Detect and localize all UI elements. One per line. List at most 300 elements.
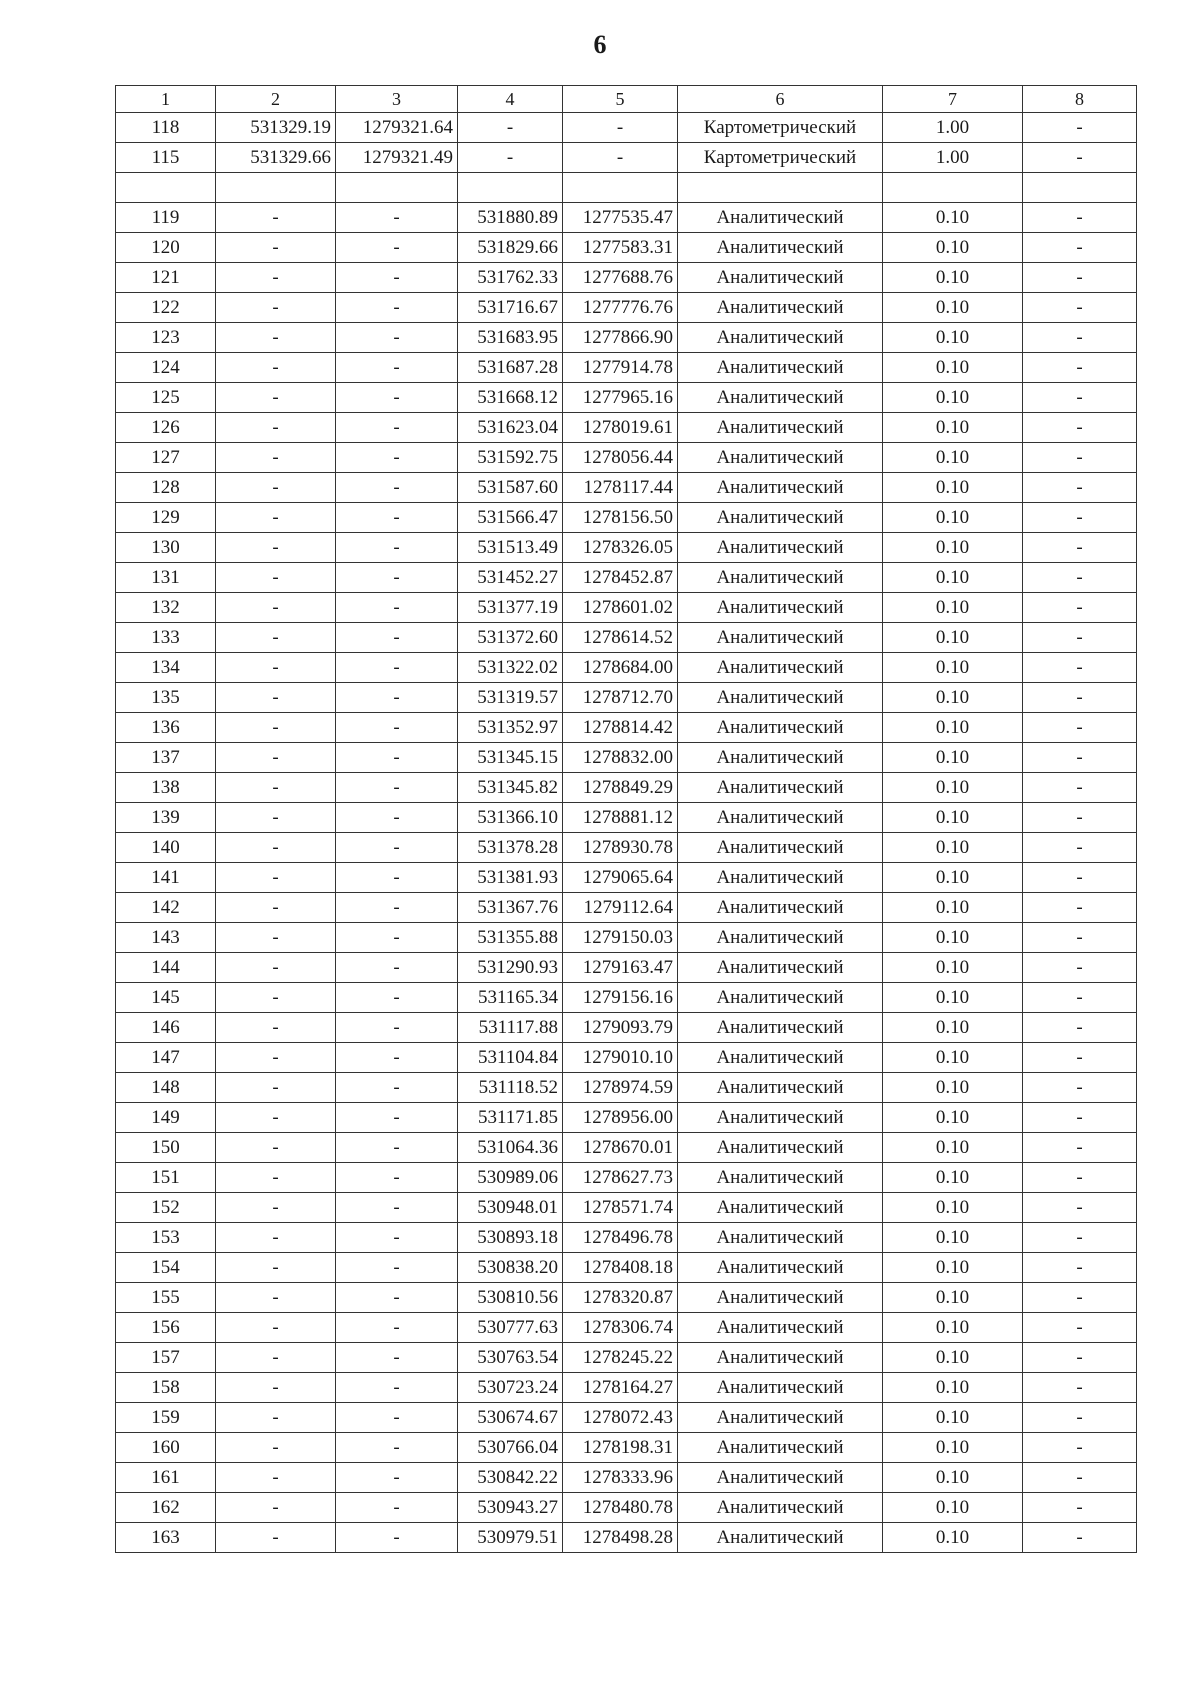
table-cell: 0.10 xyxy=(883,1133,1023,1163)
table-cell: 531381.93 xyxy=(458,863,563,893)
table-row xyxy=(116,833,1137,863)
table-cell: Аналитический xyxy=(678,1133,883,1163)
table-cell: 530943.27 xyxy=(458,1493,563,1523)
table-cell: Аналитический xyxy=(678,1043,883,1073)
table-cell: 138 xyxy=(116,773,216,803)
table-cell: - xyxy=(216,1433,336,1463)
table-cell: - xyxy=(336,1103,458,1133)
table-cell: 531165.34 xyxy=(458,983,563,1013)
table-cell: - xyxy=(336,1073,458,1103)
table-row xyxy=(116,1403,1137,1433)
table-row xyxy=(116,1073,1137,1103)
table-cell: - xyxy=(1023,1313,1137,1343)
table-cell: 147 xyxy=(116,1043,216,1073)
table-cell: 148 xyxy=(116,1073,216,1103)
table-cell xyxy=(116,173,216,203)
table-cell: - xyxy=(336,1493,458,1523)
table-cell: 156 xyxy=(116,1313,216,1343)
table-cell: 159 xyxy=(116,1403,216,1433)
table-cell: 1278452.87 xyxy=(563,563,678,593)
table-cell: 1278408.18 xyxy=(563,1253,678,1283)
column-header: 5 xyxy=(563,86,678,113)
table-cell: Аналитический xyxy=(678,983,883,1013)
table-cell: - xyxy=(336,413,458,443)
table-cell: 1278881.12 xyxy=(563,803,678,833)
table-cell: 531117.88 xyxy=(458,1013,563,1043)
table-cell: 126 xyxy=(116,413,216,443)
table-row xyxy=(116,743,1137,773)
table-cell: - xyxy=(336,1343,458,1373)
table-body xyxy=(116,86,1137,1553)
table-cell: - xyxy=(216,623,336,653)
table-cell: Аналитический xyxy=(678,593,883,623)
table-cell: Аналитический xyxy=(678,863,883,893)
table-cell: - xyxy=(1023,1013,1137,1043)
table-cell: 1278198.31 xyxy=(563,1433,678,1463)
table-cell: 1279065.64 xyxy=(563,863,678,893)
table-row xyxy=(116,1313,1137,1343)
table-cell: - xyxy=(1023,1343,1137,1373)
table-cell: Аналитический xyxy=(678,1283,883,1313)
table-row xyxy=(116,1193,1137,1223)
table-row xyxy=(116,143,1137,173)
table-cell: 149 xyxy=(116,1103,216,1133)
table-cell: - xyxy=(1023,1403,1137,1433)
table-cell: - xyxy=(216,1403,336,1433)
table-cell: 141 xyxy=(116,863,216,893)
table-cell: 531587.60 xyxy=(458,473,563,503)
table-row xyxy=(116,773,1137,803)
table-cell: - xyxy=(336,1403,458,1433)
table-cell: Аналитический xyxy=(678,773,883,803)
table-cell: 0.10 xyxy=(883,1493,1023,1523)
table-cell: 0.10 xyxy=(883,833,1023,863)
table-cell: 123 xyxy=(116,323,216,353)
table-cell: - xyxy=(1023,713,1137,743)
table-cell: - xyxy=(216,863,336,893)
table-cell: 0.10 xyxy=(883,413,1023,443)
table-row xyxy=(116,953,1137,983)
table-cell: - xyxy=(1023,1223,1137,1253)
header-row xyxy=(116,86,1137,113)
table-cell: 531566.47 xyxy=(458,503,563,533)
table-cell: - xyxy=(216,473,336,503)
table-cell: 125 xyxy=(116,383,216,413)
column-header: 2 xyxy=(216,86,336,113)
table-cell: Аналитический xyxy=(678,1193,883,1223)
table-cell: 0.10 xyxy=(883,653,1023,683)
table-cell: 531322.02 xyxy=(458,653,563,683)
table-cell: 1279321.64 xyxy=(336,113,458,143)
table-cell: Аналитический xyxy=(678,893,883,923)
table-cell: 136 xyxy=(116,713,216,743)
table-cell: - xyxy=(216,263,336,293)
table-cell: - xyxy=(1023,983,1137,1013)
table-cell: 1278326.05 xyxy=(563,533,678,563)
coordinates-table xyxy=(115,85,1137,1553)
table-cell: - xyxy=(216,1493,336,1523)
table-cell: - xyxy=(216,1103,336,1133)
table-cell: 0.10 xyxy=(883,593,1023,623)
table-row xyxy=(116,863,1137,893)
table-cell: Аналитический xyxy=(678,1313,883,1343)
table-cell: 1278930.78 xyxy=(563,833,678,863)
table-row xyxy=(116,383,1137,413)
table-cell: - xyxy=(1023,593,1137,623)
table-cell: Аналитический xyxy=(678,1223,883,1253)
table-cell: 163 xyxy=(116,1523,216,1553)
table-cell: 1277583.31 xyxy=(563,233,678,263)
table-row xyxy=(116,713,1137,743)
table-cell: 150 xyxy=(116,1133,216,1163)
table-cell: - xyxy=(1023,1103,1137,1133)
table-cell: - xyxy=(1023,1523,1137,1553)
table-cell: 0.10 xyxy=(883,1013,1023,1043)
table-cell: 530838.20 xyxy=(458,1253,563,1283)
table-cell: 122 xyxy=(116,293,216,323)
table-cell: - xyxy=(336,653,458,683)
table-cell: - xyxy=(336,1433,458,1463)
table-cell: 0.10 xyxy=(883,383,1023,413)
table-cell: 530723.24 xyxy=(458,1373,563,1403)
table-cell: 0.10 xyxy=(883,1313,1023,1343)
table-cell: 1277866.90 xyxy=(563,323,678,353)
table-cell: - xyxy=(1023,743,1137,773)
table-row xyxy=(116,533,1137,563)
table-cell: 0.10 xyxy=(883,623,1023,653)
table-cell: - xyxy=(336,1283,458,1313)
table-cell: - xyxy=(336,683,458,713)
table-cell: - xyxy=(336,1523,458,1553)
table-cell: Аналитический xyxy=(678,1373,883,1403)
table-cell: - xyxy=(216,1073,336,1103)
table-cell: 1277688.76 xyxy=(563,263,678,293)
table-cell: - xyxy=(336,323,458,353)
table-cell: 129 xyxy=(116,503,216,533)
column-header: 1 xyxy=(116,86,216,113)
table-cell: 1278320.87 xyxy=(563,1283,678,1313)
table-cell: Аналитический xyxy=(678,533,883,563)
table-cell: 531104.84 xyxy=(458,1043,563,1073)
table-cell: - xyxy=(216,1313,336,1343)
table-cell: 146 xyxy=(116,1013,216,1043)
table-cell: 0.10 xyxy=(883,1043,1023,1073)
table-cell: 0.10 xyxy=(883,1223,1023,1253)
table-cell: Аналитический xyxy=(678,473,883,503)
table-cell: - xyxy=(1023,1163,1137,1193)
table-cell: 1278496.78 xyxy=(563,1223,678,1253)
table-cell: Аналитический xyxy=(678,1013,883,1043)
table-cell: - xyxy=(1023,653,1137,683)
table-cell: 531171.85 xyxy=(458,1103,563,1133)
table-cell: 1278306.74 xyxy=(563,1313,678,1343)
table-cell: - xyxy=(1023,1253,1137,1283)
table-cell: Аналитический xyxy=(678,623,883,653)
table-cell: - xyxy=(216,833,336,863)
column-header: 6 xyxy=(678,86,883,113)
table-cell: - xyxy=(336,923,458,953)
table-row xyxy=(116,653,1137,683)
table-row xyxy=(116,1103,1137,1133)
table-cell: - xyxy=(1023,1493,1137,1523)
table-cell: 145 xyxy=(116,983,216,1013)
table-row xyxy=(116,203,1137,233)
table-cell: 137 xyxy=(116,743,216,773)
table-cell: Аналитический xyxy=(678,1163,883,1193)
table-cell: 151 xyxy=(116,1163,216,1193)
table-cell: - xyxy=(1023,353,1137,383)
table-cell: - xyxy=(1023,833,1137,863)
table-cell: 0.10 xyxy=(883,1343,1023,1373)
table-cell: 115 xyxy=(116,143,216,173)
table-cell: 154 xyxy=(116,1253,216,1283)
table-cell: - xyxy=(336,263,458,293)
table-cell: Аналитический xyxy=(678,1253,883,1283)
table-cell: - xyxy=(336,383,458,413)
table-cell: - xyxy=(336,833,458,863)
table-cell xyxy=(216,173,336,203)
table-cell: 0.10 xyxy=(883,713,1023,743)
table-cell: 0.10 xyxy=(883,1373,1023,1403)
table-cell: 1278956.00 xyxy=(563,1103,678,1133)
table-cell: 127 xyxy=(116,443,216,473)
table-cell: 0.10 xyxy=(883,563,1023,593)
table-cell: 160 xyxy=(116,1433,216,1463)
table-cell: - xyxy=(336,563,458,593)
table-cell: 530979.51 xyxy=(458,1523,563,1553)
table-cell: - xyxy=(336,743,458,773)
table-row xyxy=(116,473,1137,503)
table-cell: - xyxy=(216,593,336,623)
table-row xyxy=(116,593,1137,623)
table-cell: 135 xyxy=(116,683,216,713)
table-cell: 1278832.00 xyxy=(563,743,678,773)
table-cell: 1278019.61 xyxy=(563,413,678,443)
table-row xyxy=(116,923,1137,953)
table-cell: Аналитический xyxy=(678,1463,883,1493)
table-cell xyxy=(1023,173,1137,203)
table-cell: - xyxy=(1023,1193,1137,1223)
table-cell: 530893.18 xyxy=(458,1223,563,1253)
table-row xyxy=(116,323,1137,353)
table-cell: - xyxy=(336,533,458,563)
table-cell: 0.10 xyxy=(883,293,1023,323)
table-cell: - xyxy=(1023,413,1137,443)
table-row xyxy=(116,443,1137,473)
table-cell: - xyxy=(1023,1043,1137,1073)
table-cell: - xyxy=(1023,863,1137,893)
table-cell: - xyxy=(1023,563,1137,593)
table-cell: 0.10 xyxy=(883,233,1023,263)
table-cell: 0.10 xyxy=(883,323,1023,353)
table-cell: 531355.88 xyxy=(458,923,563,953)
table-cell: 1277535.47 xyxy=(563,203,678,233)
table-cell: 124 xyxy=(116,353,216,383)
table-cell: 1279112.64 xyxy=(563,893,678,923)
table-cell: 1278333.96 xyxy=(563,1463,678,1493)
table-row xyxy=(116,623,1137,653)
table-cell: 531592.75 xyxy=(458,443,563,473)
table-cell: - xyxy=(216,563,336,593)
table-cell: - xyxy=(1023,1373,1137,1403)
table-cell: 531064.36 xyxy=(458,1133,563,1163)
table-cell: 531345.15 xyxy=(458,743,563,773)
table-cell: 0.10 xyxy=(883,893,1023,923)
table-cell: 530763.54 xyxy=(458,1343,563,1373)
table-cell: Аналитический xyxy=(678,653,883,683)
table-cell: 139 xyxy=(116,803,216,833)
table-cell: - xyxy=(336,773,458,803)
table-cell: - xyxy=(563,113,678,143)
table-cell: - xyxy=(216,1373,336,1403)
table-cell: - xyxy=(336,1313,458,1343)
table-cell: 0.10 xyxy=(883,353,1023,383)
table-cell: - xyxy=(336,353,458,383)
table-cell: 0.10 xyxy=(883,443,1023,473)
table-cell: - xyxy=(216,233,336,263)
table-cell: Аналитический xyxy=(678,683,883,713)
table-cell: 0.10 xyxy=(883,1403,1023,1433)
table-cell: - xyxy=(336,623,458,653)
table-cell: - xyxy=(1023,1073,1137,1103)
table-cell: Аналитический xyxy=(678,953,883,983)
column-header: 3 xyxy=(336,86,458,113)
table-cell: - xyxy=(1023,503,1137,533)
table-cell: 1278849.29 xyxy=(563,773,678,803)
table-cell: 530777.63 xyxy=(458,1313,563,1343)
table-cell: - xyxy=(216,383,336,413)
table-cell: - xyxy=(1023,293,1137,323)
table-row xyxy=(116,503,1137,533)
table-cell: 531118.52 xyxy=(458,1073,563,1103)
table-cell: - xyxy=(336,1043,458,1073)
table-cell: - xyxy=(1023,773,1137,803)
table-row xyxy=(116,1043,1137,1073)
table-cell: 1.00 xyxy=(883,143,1023,173)
table-cell: 1278245.22 xyxy=(563,1343,678,1373)
table-cell: 1278156.50 xyxy=(563,503,678,533)
table-cell: Аналитический xyxy=(678,233,883,263)
table-cell: - xyxy=(216,323,336,353)
table-cell: 153 xyxy=(116,1223,216,1253)
table-cell: 0.10 xyxy=(883,683,1023,713)
table-cell: Аналитический xyxy=(678,443,883,473)
table-cell: - xyxy=(216,683,336,713)
table-cell: 530989.06 xyxy=(458,1163,563,1193)
table-cell xyxy=(458,173,563,203)
table-cell: - xyxy=(216,983,336,1013)
table-cell: 0.10 xyxy=(883,503,1023,533)
table-cell: - xyxy=(336,503,458,533)
table-row xyxy=(116,803,1137,833)
table-row xyxy=(116,1463,1137,1493)
table-cell: - xyxy=(336,1193,458,1223)
table-cell: - xyxy=(1023,323,1137,353)
table-cell: Аналитический xyxy=(678,263,883,293)
table-cell: - xyxy=(336,293,458,323)
table-cell: Аналитический xyxy=(678,1433,883,1463)
table-row xyxy=(116,1343,1137,1373)
table-cell: Картометрический xyxy=(678,113,883,143)
table-cell: 1278670.01 xyxy=(563,1133,678,1163)
table-cell: - xyxy=(216,1193,336,1223)
table-cell: - xyxy=(216,1163,336,1193)
table-row xyxy=(116,1223,1137,1253)
table-cell: Аналитический xyxy=(678,713,883,743)
table-cell: - xyxy=(216,713,336,743)
table-cell: 1278601.02 xyxy=(563,593,678,623)
table-cell: - xyxy=(1023,473,1137,503)
table-cell: 0.10 xyxy=(883,1283,1023,1313)
table-cell: 531367.76 xyxy=(458,893,563,923)
table-row xyxy=(116,683,1137,713)
table-cell: - xyxy=(216,443,336,473)
table-cell: 531513.49 xyxy=(458,533,563,563)
table-cell: 0.10 xyxy=(883,533,1023,563)
table-cell: 0.10 xyxy=(883,953,1023,983)
table-cell: 531668.12 xyxy=(458,383,563,413)
table-cell: - xyxy=(1023,1283,1137,1313)
table-cell: Аналитический xyxy=(678,1403,883,1433)
table-cell: 1279093.79 xyxy=(563,1013,678,1043)
table-cell: 1279163.47 xyxy=(563,953,678,983)
table-cell: - xyxy=(1023,203,1137,233)
table-cell: 1278056.44 xyxy=(563,443,678,473)
table-cell: - xyxy=(216,293,336,323)
table-cell: 1278498.28 xyxy=(563,1523,678,1553)
table-cell: 121 xyxy=(116,263,216,293)
table-cell: Аналитический xyxy=(678,203,883,233)
table-row xyxy=(116,1283,1137,1313)
table-cell: - xyxy=(1023,683,1137,713)
table-cell: - xyxy=(216,503,336,533)
table-row xyxy=(116,293,1137,323)
table-cell: 140 xyxy=(116,833,216,863)
table-cell: - xyxy=(1023,953,1137,983)
table-cell: 531377.19 xyxy=(458,593,563,623)
table-cell: 120 xyxy=(116,233,216,263)
table-cell: 1278117.44 xyxy=(563,473,678,503)
table-row xyxy=(116,1523,1137,1553)
table-row xyxy=(116,1253,1137,1283)
table-cell: - xyxy=(1023,143,1137,173)
table-cell: - xyxy=(336,1013,458,1043)
table-cell: 131 xyxy=(116,563,216,593)
table-cell: 1279150.03 xyxy=(563,923,678,953)
table-cell: - xyxy=(336,1133,458,1163)
table-cell: 128 xyxy=(116,473,216,503)
table-cell: 1278072.43 xyxy=(563,1403,678,1433)
table-cell: 0.10 xyxy=(883,803,1023,833)
table-cell: - xyxy=(336,1463,458,1493)
table-cell: 0.10 xyxy=(883,473,1023,503)
table-cell: - xyxy=(458,143,563,173)
table-cell: Аналитический xyxy=(678,383,883,413)
table-cell: Аналитический xyxy=(678,1073,883,1103)
table-cell: - xyxy=(216,1133,336,1163)
table-cell: Аналитический xyxy=(678,353,883,383)
table-row xyxy=(116,563,1137,593)
table-cell: 1278974.59 xyxy=(563,1073,678,1103)
table-cell: Аналитический xyxy=(678,563,883,593)
table-cell: Картометрический xyxy=(678,143,883,173)
table-cell: - xyxy=(336,1373,458,1403)
table-cell: - xyxy=(216,803,336,833)
table-cell: 1279321.49 xyxy=(336,143,458,173)
column-header: 4 xyxy=(458,86,563,113)
table-cell: - xyxy=(336,1223,458,1253)
table-cell: 531290.93 xyxy=(458,953,563,983)
